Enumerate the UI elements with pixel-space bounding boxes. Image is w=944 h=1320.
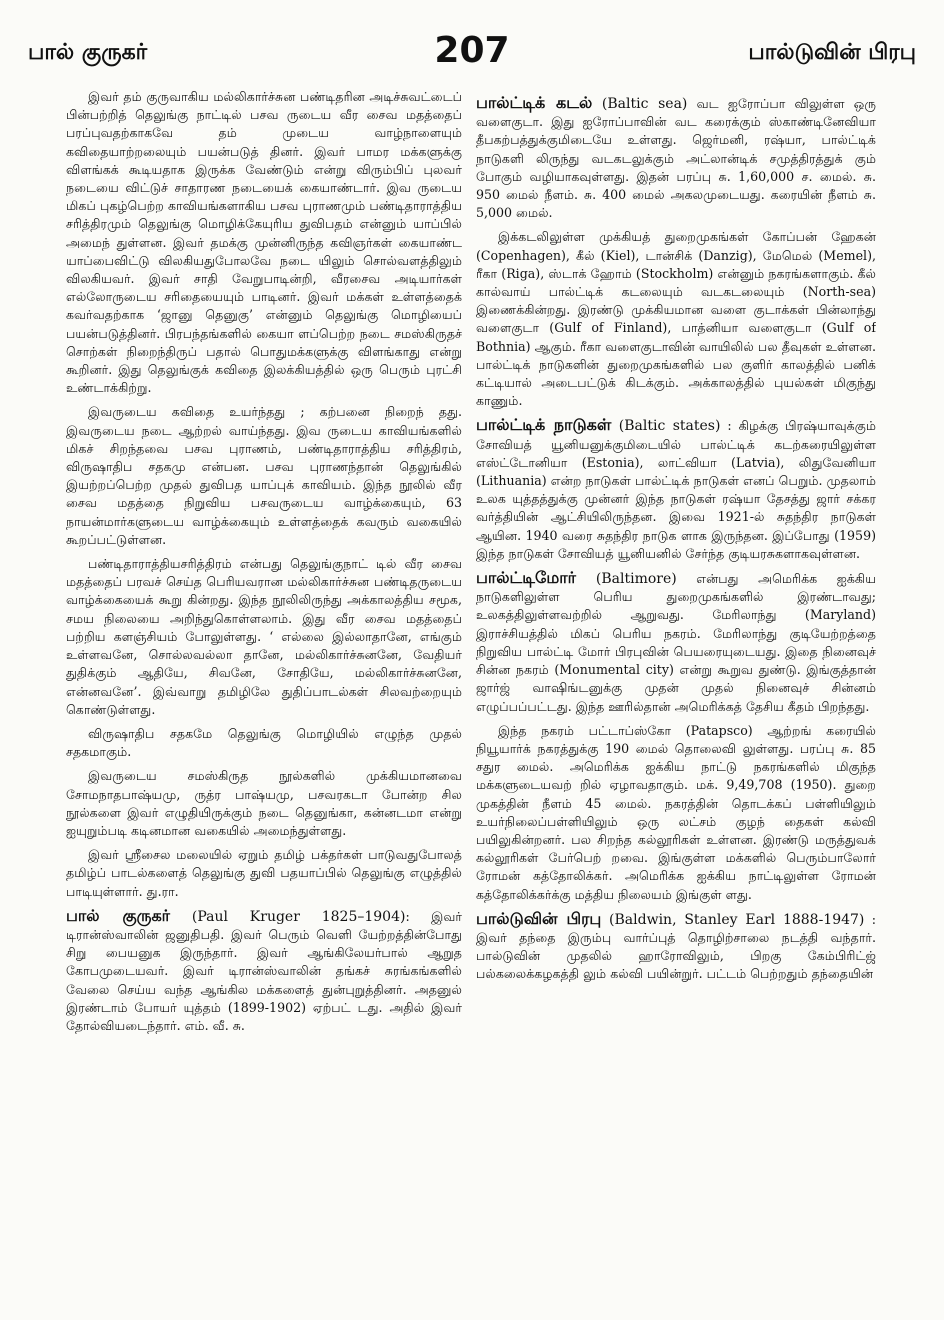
entry-latin-name: (Baltimore) — [575, 571, 677, 588]
entry-baldwin — [476, 910, 876, 984]
entry-body: : இவர் டிரான்ஸ்வாலின் ஜனுதிபதி. இவர் பெரும் வெளி யேற்றத்தின்போது சிறு பையனுக இருந்தார். இவர் ஆங்கிலேயர்பால் ஆறுத கோபமுடையவர். இவர் டிரான்ஸ்வாலின் தங்கச் சுரங்கங்களில் வேலை செய்ய வந்த ஆங்கில மக்களைத் துன்புறுத்தினர். அதனுல் இரண்டாம் போயர் யுத்தம் (1899-1902) ஏற்பட் டது. அதில் இவர் தோல்வியடைந்தார். எம். வீ. சு. — [66, 908, 462, 1033]
entry-headword: பால்டுவின் பிரபு — [476, 908, 602, 928]
entry-latin-name: (Baltic states) — [611, 418, 721, 435]
entry-baltic-states — [476, 416, 876, 563]
paragraph: இந்த நகரம் பட்டாப்ஸ்கோ (Patapsco) ஆற்றங் கரையில் நியூயார்க் நகரத்துக்கு 190 மைல் தொலைவி லுள்ளது. பரப்பு சு. 85 சதுர மைல். அமெரிக்க ஐக்கிய நாட்டு நகரங்களில் மிகுந்த மக்களுடையவற் றில் ஏழாவதாகும். மக். 9,49,708 (1950). துறை முகத்தின் நீளம் 45 மைல். நகரத்தின் தொடக்கப் பள்ளியிலும் உயர்நிலைப்பள்ளியிலும் ஒரு லட்சம் குழந் தைகள் கல்வி பயிலுகின்றனர். பல சிறந்த கல்லூரிகள் உள்ளன. இரண்டு மருத்துவக் கல்லூரிகள் பேர்பெற் றவை. இங்குள்ள மக்களில் பெரும்பாலோர் ரோமன் கத்தோலிக்கர். அமெரிக்க ஐக்கிய நாட்டிலுள்ள ரோமன் கத்தோலிக்கர்க்கு மத்திய நிலையம் இங்குள் ளது. — [476, 722, 876, 902]
paragraph: விருஷாதிப சதகமே தெலுங்கு மொழியில் எழுந்த முதல் சதகமாகும். — [66, 725, 462, 760]
entry-body: வட ஐரோப்பா விலுள்ள ஒரு வளைகுடா. இது ஐரோப்பாவின் வட கரைக்கும் ஸ்காண்டினேவியா தீபகற்பத்துக்குமிடையே உள்ளது. ஜெர்மனி, ரஷ்யா, பால்ட்டிக் நாடுகளி லிருந்து வடகடலுக்கும் அட்லான்டிக் சமுத்திரத்துக் கும் போகும் வழியாகவுள்ளது. இதன் பரப்பு சு. 1,60,000 ச. மைல். சு. 950 மைல் நீளம். சு. 400 மைல் அகலமுடையது. கரையின் நீளம் சு. 5,000 மைல். — [476, 96, 876, 221]
entry-body: : இவர் தந்தை இரும்பு வார்ப்புத் தொழிற்சாலை நடத்தி வந்தார். பால்டுவின் முதலில் ஹாரோவிலும், பிறகு கேம்பிரிட்ஜ் பல்கலைக்கழகத்தி லும் கல்வி பயின்றுர். பட்டம் பெற்றதும் தந்தையின் — [476, 911, 876, 982]
entry-paul-kruger — [66, 907, 462, 1035]
left-column — [66, 88, 462, 1300]
entry-body: : கிழக்கு பிரஷ்யாவுக்கும் சோவியத் யூனியனுக்குமிடையில் பால்ட்டிக் கடற்கரையிலுள்ள எஸ்ட்டோனியா (Estonia), லாட்வியா (Latvia), லிதுவேனியா (Lithuania) என்ற நாடுகள் பால்ட்டிக் நாடுகள் எனப் பெறும். முதலாம் உலக யுத்தத்துக்கு முன்னர் இந்த நாடுகள் ரஷ்யா தேசத்து ஜார் சக்கர வர்த்தியின் ஆட்சியிலிருந்தன. இவை 1921-ல் சுதந்திர நாடுகள் ஆயின. 1940 வரை சுதந்திர நாடுக ளாக இருந்தன. இப்போது (1959) இந்த நாடுகள் சோவியத் யூனியனில் சேர்ந்த குடியரசுகளாகவுள்ளன. — [476, 418, 876, 561]
entry-baltic-sea — [476, 94, 876, 222]
paragraph: இக்கடலிலுள்ள முக்கியத் துறைமுகங்கள் கோப்பன் ஹேகன் (Copenhagen), கீல் (Kiel), டான்சிக் (Danzig), மேமெல் (Memel), ரீகா (Riga), ஸ்டாக் ஹோம் (Stockholm) என்னும் நகரங்களாகும். கீல் கால்வாய் பால்ட்டிக் கடலையும் வடகடலையும் (North-sea) இணைக்கின்றது. இரண்டு முக்கியமான வளை குடாக்கள் பின்லாந்து வளைகுடா (Gulf of Finland), பாத்னியா வளைகுடா (Gulf of Bothnia) ஆகும். ரீகா வளைகுடாவின் வாயிலில் பல தீவுகள் உள்ளன. பால்ட்டிக் நாடுகளின் துறைமுகங்களில் பல குளிர் காலத்தில் பனிக் கட்டியால் அடைபட்டுக் கிடக்கும். அக்காலத்தில் புயல்கள் மிகுந்து காணும். — [476, 229, 876, 409]
entry-body: என்பது அமெரிக்க ஐக்கிய நாடுகளிலுள்ள பெரிய துறைமுகங்களில் இரண்டாவது; உலகத்திலுள்ளவற்றில் ஆறுவது. மேரிலாந்து (Maryland) இராச்சியத்தில் மிகப் பெரிய நகரம். மேரிலாந்து குடியேற்றத்தை நிறுவிய பால்ட்டி மோர் பிரபுவின் பெயரையுடையது. இதை நினைவுச் சின்ன நகரம் (Monumental city) என்று கூறுவ துண்டு. இங்குத்தான் ஜார்ஜ் வாஷிங்டனுக்கு முதன் முதல் நினைவுச் சின்னம் எழுப்பப்பட்டது. இந்த ஊரில்தான் அமெரிக்கத் தேசிய கீதம் பிறந்தது. — [476, 571, 876, 714]
entry-headword: பால்ட்டிமோர் — [476, 568, 576, 588]
running-head-left: பால் குருகர் — [28, 40, 148, 65]
paragraph: இவருடைய கவிதை உயர்ந்தது ; கற்பனை நிறைந் தது. இவருடைய நடை ஆற்றல் வாய்ந்தது. இவ ருடைய காவியங்களில் மிகச் சிறந்தவை பசவ புராணம், பண்டிதாராத்திய சரித்திரம், விருஷாதிப சதகமு என்பன. பசவ புராணந்தான் தெலுங்கில் இயற்றப்பெற்ற முதல் துவிபத யாப்புக் காவியம். இந்த நூலில் வீர சைவ மதத்தை நிறுவிய பசவருடைய வாழ்க்கையும், 63 நாயன்மார்களுடைய வாழ்க்கையும் உள்ளத்தைக் கவரும் வகையில் கூறப்பட்டுள்ளன. — [66, 404, 462, 547]
running-head-right: பால்டுவின் பிரபு — [748, 40, 916, 65]
entry-latin-name: (Paul Kruger 1825–1904) — [170, 908, 406, 925]
entry-latin-name: (Baldwin, Stanley Earl 1888-1947) — [601, 911, 865, 928]
paragraph: இவருடைய சமஸ்கிருத நூல்களில் முக்கியமானவை சோமநாதபாஷ்யமு, ருத்ர பாஷ்யமு, பசவரகடா போன்ற சில நூல்களை இவர் எழுதியிருக்கும் நடை தெனுங்கா, கன்னடமா என்று ஐயுறும்படி கடினமான வகையில் அமைந்துள்ளது. — [66, 768, 462, 838]
entry-headword: பால் குருகர் — [66, 905, 171, 925]
entry-headword: பால்ட்டிக் கடல் — [476, 93, 593, 112]
entry-baltimore — [476, 569, 876, 716]
page-header — [28, 30, 916, 80]
paragraph: பண்டிதாராத்தியசரித்திரம் என்பது தெலுங்குநாட் டில் வீர சைவ மதத்தைப் பரவச் செய்த பெரியவரான மல்லிகார்ச்சுன பண்டிதருடைய வாழ்க்கையைக் கூறு கின்றது. இந்த நூலிலிருந்து அக்காலத்திய சமூக, சமய நிலையை அறிந்துகொள்ளலாம். இது வீர சைவ மதத்தைப் பற்றிய களஞ்சியம் போலுள்ளது. ‘ எல்லை இல்லாதானே, எங்கும் உள்ளவனே, சொல்லவல்லா தானே, மல்லிகார்ச்சுனனே, வேதியர் துதிக்கும் ஆதியே, சிவனே, சோதியே, மல்லிகார்ச்சுனனே, என்னவனே’. இவ்வாறு தமிழிலே துதிப்பாடல்கள் சிலவற்றையும் கொண்டுள்ளது. — [66, 556, 462, 717]
page-number: 207 — [434, 30, 510, 71]
right-column — [476, 88, 876, 1300]
entry-headword: பால்ட்டிக் நாடுகள் — [476, 415, 612, 435]
paragraph: இவர் தம் குருவாகிய மல்லிகார்ச்சுன பண்டிதரின அடிச்சுவட்டைப் பின்பற்றித் தெலுங்கு நாட்டில் பசவ ருடைய வீர சைவ மதத்தைப் பரப்புவதற்காகவே தம் முடைய வாழ்நாளையும் கவிதையாற்றலையும் பயன்படுத் தினர். இவர் பாமர மக்களுக்கு விளங்கக் கூடியதாக இருக்க வேண்டும் என்று விரும்பிப் புலவர் நடையை விட்டுச் சாதாரண நடையைக் கையாண்டார். இவ ருடைய மிகப் புகழ்பெற்ற காவியங்களாகிய பசவ புராணமும் பண்டிதாராத்திய சரித்திரமும் தெலுங்கு மொழிக்கேயுரிய துவிபதம் என்னும் யாப்பில் அமைந் துள்ளன. இவர் தமக்கு முன்னிருந்த கவிஞர்கள் கையாண்ட யாப்பைவிட்டு விலகியதுபோலவே நடை யிலும் சொல்வளத்திலும் விலகியவர். இவர் சாதி வேறுபாடின்றி, வீரசைவ அடியார்கள் எல்லோருடைய சரிதையையும் பாடினர். இவர் மக்கள் உள்ளத்தைக் கவர்வதற்காக ‘ஜானு தெனுகு’ என்னும் தெலுங்கு மொழியைப் பயன்படுத்தினர். பிரபந்தங்களில் கையா ளப்பெற்ற நடை சமஸ்கிருதச் சொற்கள் நிறைந்திருப் பதால் பொதுமக்களுக்கு விளங்காது என்று கூறினர். இது தெலுங்குக் கவிதை இலக்கியத்தில் ஒரு பெரும் புரட்சி உண்டாக்கிற்று. — [66, 89, 462, 396]
entry-latin-name: (Baltic sea) — [592, 96, 688, 112]
paragraph: இவர் ஸ்ரீசைல மலையில் ஏறும் தமிழ் பக்தர்கள் பாடுவதுபோலத் தமிழ்ப் பாடல்களைத் தெலுங்கு துவி பதயாப்பில் தெலுங்கு எழுத்தில் பாடியுள்ளார். து.ரா. — [66, 847, 462, 899]
